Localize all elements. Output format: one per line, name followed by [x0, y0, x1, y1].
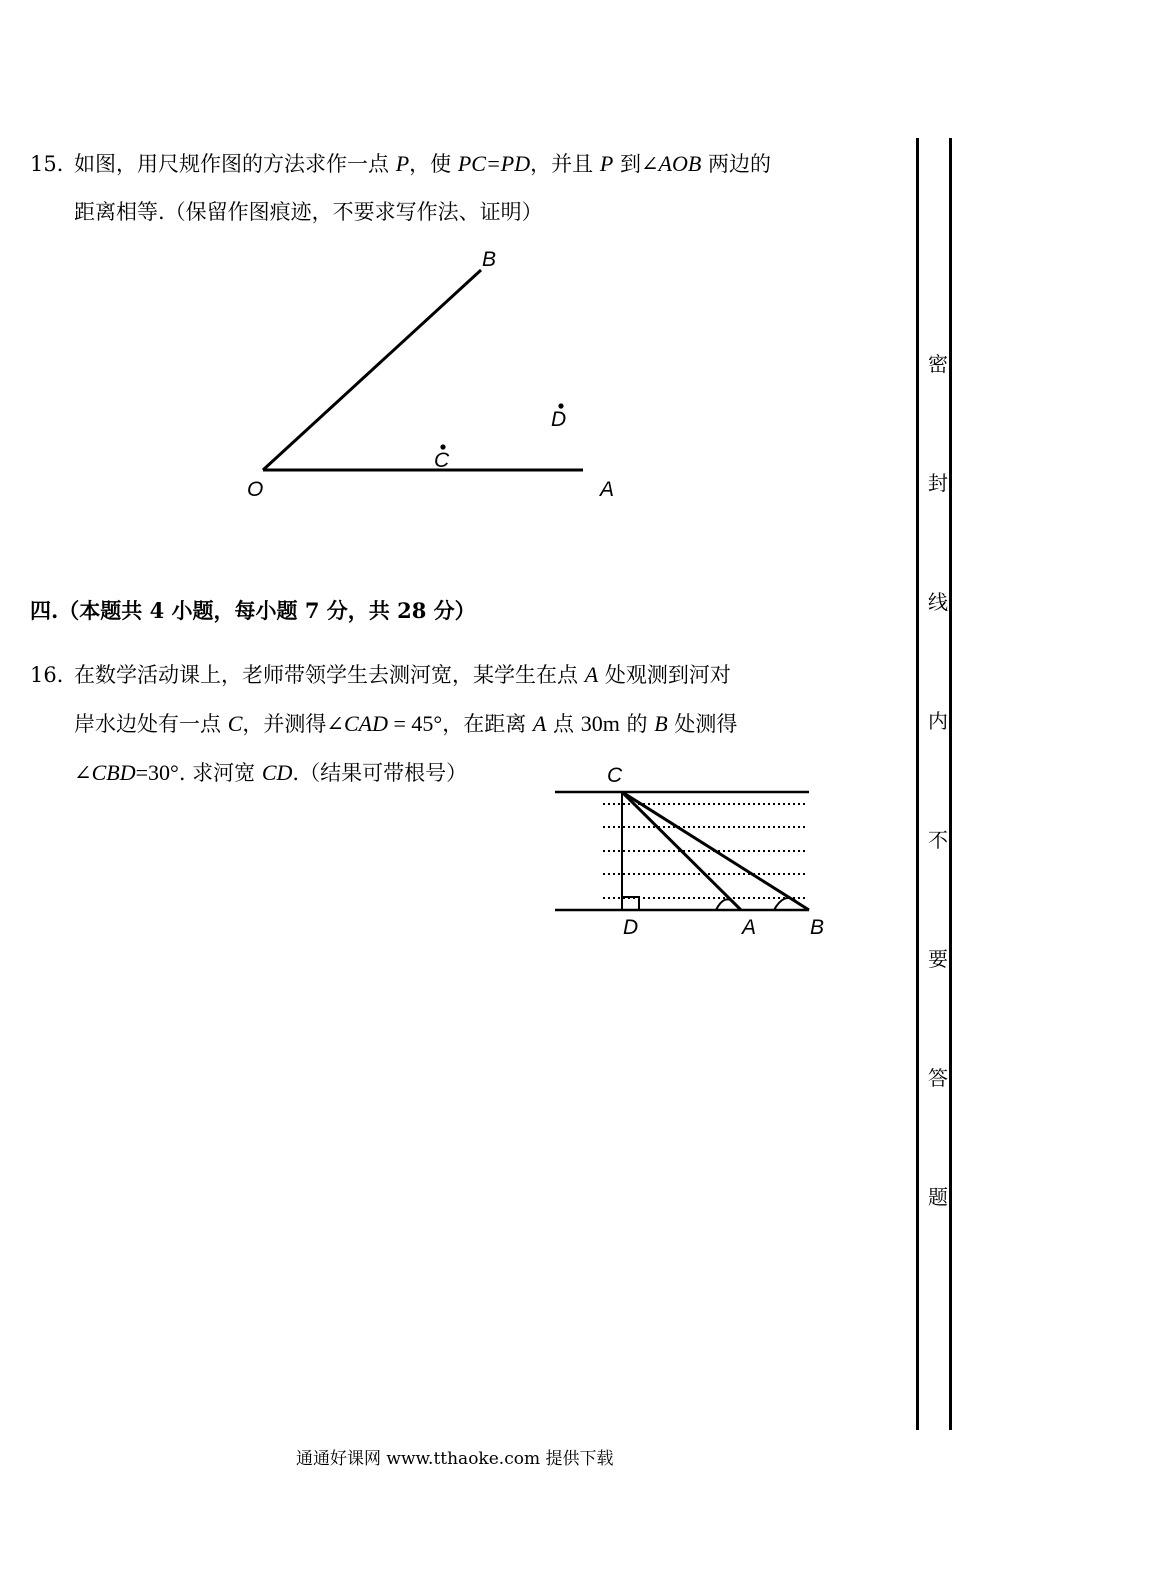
q16-angle-cad-value: = 45° [387, 711, 443, 736]
q16-text-2c: ，在距离 [442, 712, 533, 736]
q15-label-d: D [551, 408, 567, 431]
q16-var-a: A [584, 662, 599, 687]
q16-label-c: C [607, 764, 623, 787]
section-4-title: 四.（本题共 4 小题，每小题 7 分，共 28 分） [30, 598, 476, 623]
angle-arc-a [716, 899, 734, 910]
margin-line-left [916, 138, 919, 1430]
q16-var-cbd: CBD [91, 760, 136, 785]
q15-text-b: ，使 [409, 152, 458, 176]
q16-text-3a: ∠ [74, 761, 92, 785]
q15-var-p: P [395, 151, 410, 176]
margin-char-3: 线 [928, 590, 948, 614]
q16-text-3c: .（结果可带根号） [292, 761, 468, 785]
q15-label-o: O [247, 478, 264, 501]
q16-text-2f: 处测得 [667, 712, 738, 736]
q15-var-pcpd: PC=PD [457, 151, 531, 176]
q16-label-b: B [810, 916, 825, 939]
q16-text-2e: 的 [619, 712, 655, 736]
q15-text-e: 两边的 [701, 152, 771, 176]
angle-arc-b [774, 898, 796, 910]
q16-label-d: D [623, 916, 639, 939]
q15-var-aob: AOB [658, 151, 702, 176]
q16-text-2b: ，并测得∠ [242, 712, 344, 736]
q16-var-c: C [227, 711, 243, 736]
q15-text-c: ，并且 [530, 152, 600, 176]
q16-text-2d: 点 [546, 712, 581, 736]
q15-text-d: 到∠ [613, 152, 659, 176]
q15-label-b: B [482, 248, 497, 271]
q16-text-3b: . 求河宽 [178, 761, 262, 785]
q15-text-a: 如图，用尺规作图的方法求作一点 [74, 152, 396, 176]
q16-text-1a: 在数学活动课上，老师带领学生去测河宽，某学生在点 [74, 663, 585, 687]
margin-char-5: 不 [928, 828, 948, 852]
q15-number: 15． [30, 152, 78, 176]
q15-var-p2: P [599, 151, 614, 176]
q16-var-cad: CAD [343, 711, 388, 736]
segment-cb [622, 792, 809, 910]
footer-text: 通通好课网 www.tthaoke.com 提供下载 [296, 1449, 614, 1469]
q16-angle-cbd-value: =30° [135, 760, 179, 785]
margin-char-8: 题 [928, 1185, 948, 1209]
q16-text-2a: 岸水边处有一点 [74, 712, 228, 736]
margin-char-4: 内 [928, 709, 948, 733]
q16-var-a2: A [532, 711, 547, 736]
q16-var-cd: CD [261, 760, 293, 785]
margin-line-right [949, 138, 952, 1430]
q15-label-a: A [600, 478, 615, 501]
margin-char-6: 要 [928, 947, 948, 971]
margin-char-7: 答 [928, 1066, 948, 1090]
q16-label-a: A [742, 916, 757, 939]
q15-line2: 距离相等.（保留作图痕迹，不要求写作法、证明） [74, 200, 543, 224]
river-dotted-lines [603, 804, 808, 898]
q16-var-b: B [654, 711, 668, 736]
q16-distance: 30m [580, 711, 620, 736]
q16-text-1b: 处观测到河对 [598, 663, 731, 687]
q15-label-c: C [434, 449, 450, 472]
margin-char-2: 封 [928, 471, 948, 495]
q16-number: 16． [30, 663, 78, 687]
margin-char-1: 密 [928, 352, 948, 376]
